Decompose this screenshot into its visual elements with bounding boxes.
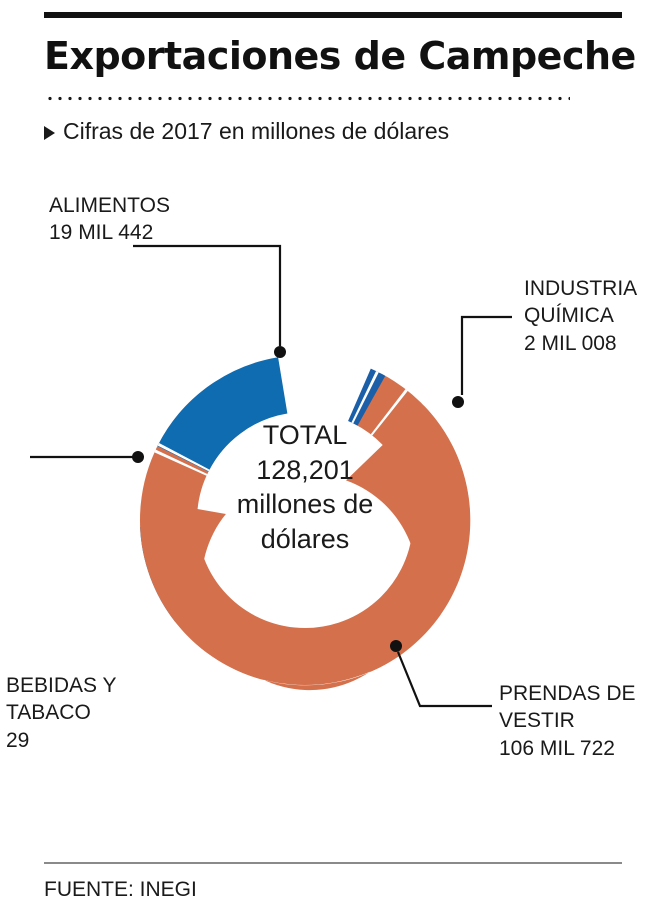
label-quimica-value: 2 MIL 008	[524, 331, 617, 355]
callout-prendas	[398, 652, 492, 706]
dot-bebidas	[132, 451, 144, 463]
center-unit-line2: dólares	[260, 523, 350, 554]
donut-chart	[0, 160, 663, 840]
label-bebidas-name-1: BEBIDAS Y	[6, 674, 117, 697]
callout-alimentos	[133, 246, 280, 346]
center-total-label: TOTAL	[262, 420, 348, 450]
page-subtitle: Cifras de 2017 en millones de dólares	[63, 118, 450, 144]
bottom-divider	[44, 862, 622, 864]
label-industria-quimica	[524, 275, 637, 357]
subtitle-row	[44, 118, 449, 145]
source-note: FUENTE: INEGI	[44, 878, 197, 901]
center-total-value: 128,201	[256, 454, 354, 485]
label-quimica-name-1: INDUSTRIA	[524, 277, 638, 300]
center-unit-line1: millones de	[236, 489, 374, 520]
label-bebidas-y-tabaco	[6, 672, 117, 754]
label-bebidas-value: 29	[6, 728, 30, 752]
dot-alimentos	[274, 346, 286, 358]
label-alimentos-value: 19 MIL 442	[49, 221, 154, 245]
label-prendas-name-1: PRENDAS DE	[499, 682, 636, 705]
page-title: Exportaciones de Campeche	[44, 34, 636, 78]
label-alimentos	[49, 192, 170, 247]
label-alimentos-name: ALIMENTOS	[49, 194, 170, 217]
dot-prendas	[390, 640, 402, 652]
label-bebidas-name-2: TABACO	[6, 701, 91, 725]
label-prendas-name-2: VESTIR	[499, 709, 575, 733]
dotted-divider	[45, 96, 570, 101]
donut-center-text	[205, 418, 405, 556]
label-prendas-value: 106 MIL 722	[499, 736, 615, 760]
label-prendas-de-vestir	[499, 680, 636, 762]
triangle-bullet-icon	[44, 126, 55, 140]
dot-quimica	[452, 396, 464, 408]
callout-quimica	[462, 317, 512, 395]
label-quimica-name-2: QUÍMICA	[524, 304, 614, 328]
top-divider	[44, 12, 622, 18]
